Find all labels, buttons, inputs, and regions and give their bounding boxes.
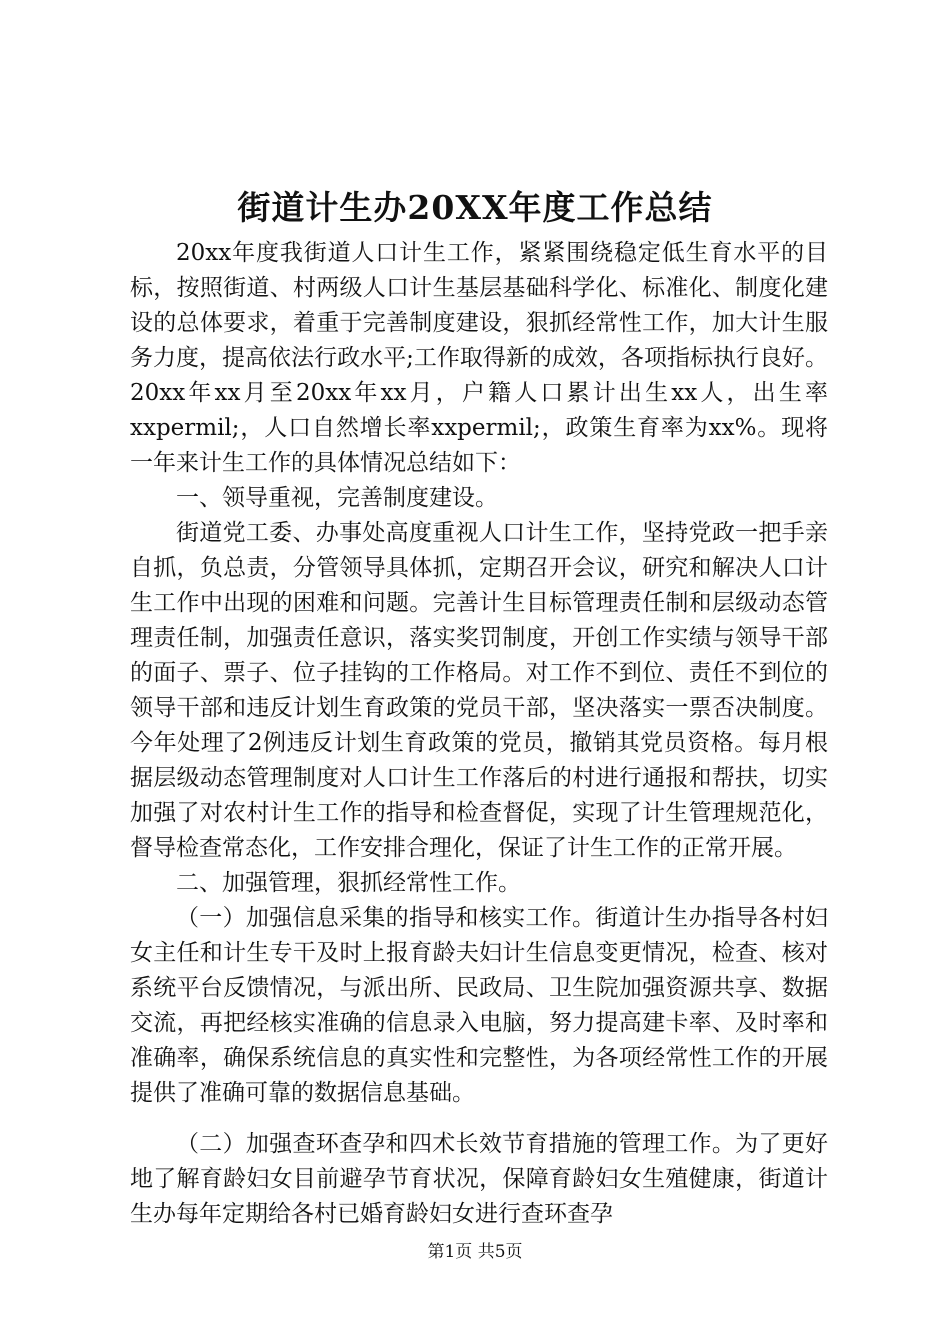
- paragraph-contraception: （二）加强查环查孕和四术长效节育措施的管理工作。为了更好地了解育龄妇女目前避孕节育状况，保障育龄妇女生殖健康，街道计生办每年定期给各村已婚育龄妇女进行查环查孕: [130, 1131, 828, 1227]
- page-number-footer: 第1页 共5页: [427, 1242, 523, 1262]
- paragraph-intro: 20xx年度我街道人口计生工作，紧紧围绕稳定低生育水平的目标，按照街道、村两级人口计生基层基础科学化、标准化、制度化建设的总体要求，着重于完善制度建设，狠抓经常性工作，加大计生服务力度，提高依法行政水平;工作取得新的成效，各项指标执行良好。20xx年xx月至20xx年xx月，户籍人口累计出生xx人，出生率xxpermil;，人口自然增长率xxpermil;，政策生育率为xx%。现将一年来计生工作的具体情况总结如下：: [130, 240, 828, 476]
- section-heading-2: 二、加强管理，狠抓经常性工作。: [176, 870, 521, 896]
- document-body: [130, 236, 828, 1232]
- paragraph-info-collection: （一）加强信息采集的指导和核实工作。街道计生办指导各村妇女主任和计生专干及时上报育龄夫妇计生信息变更情况，检查、核对系统平台反馈情况，与派出所、民政局、卫生院加强资源共享、数据交流，再把经核实准确的信息录入电脑，努力提高建卡率、及时率和准确率，确保系统信息的真实性和完整性，为各项经常性工作的开展提供了准确可靠的数据信息基础。: [130, 905, 828, 1106]
- document-title: 街道计生办20XX年度工作总结: [237, 188, 713, 227]
- section-heading-1: 一、领导重视，完善制度建设。: [176, 485, 498, 511]
- paragraph-leadership: 街道党工委、办事处高度重视人口计生工作，坚持党政一把手亲自抓，负总责，分管领导具体抓，定期召开会议，研究和解决人口计生工作中出现的困难和问题。完善计生目标管理责任制和层级动态管理责任制，加强责任意识，落实奖罚制度，开创工作实绩与领导干部的面子、票子、位子挂钩的工作格局。对工作不到位、责任不到位的领导干部和违反计划生育政策的党员干部，坚决落实一票否决制度。今年处理了2例违反计划生育政策的党员，撤销其党员资格。每月根据层级动态管理制度对人口计生工作落后的村进行通报和帮扶，切实加强了对农村计生工作的指导和检查督促，实现了计生管理规范化，督导检查常态化，工作安排合理化，保证了计生工作的正常开展。: [130, 520, 828, 861]
